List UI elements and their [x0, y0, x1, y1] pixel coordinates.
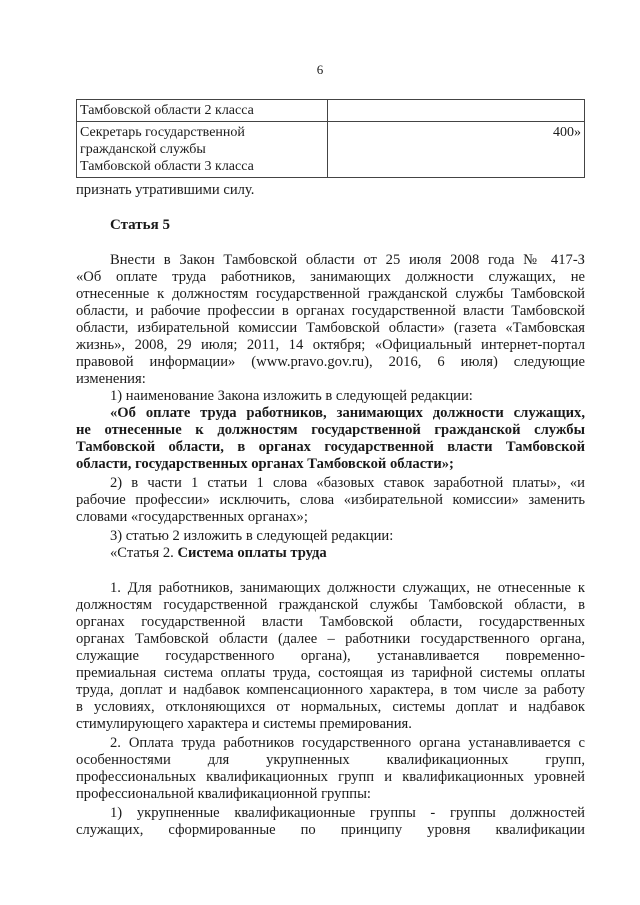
text-line: стимулирующего характера и системы премирования.: [76, 716, 412, 732]
text-line: 1. Для работников, занимающих должности служащих, не отнесенные к: [110, 580, 585, 596]
text-line: служащие государственного органа), устанавливается повременно-: [76, 648, 585, 664]
text-line: области, и рабочие профессии в органах государственной власти Тамбовской: [76, 303, 585, 319]
article-2-title: Система оплаты труда: [177, 545, 327, 561]
table-row: [77, 122, 585, 178]
text-line: служащих, сформированные по принципу уровня квалификации: [76, 822, 585, 838]
text-line: изменения:: [76, 371, 146, 387]
article-2-prefix: «Статья 2.: [110, 545, 178, 561]
text-line: правовой информации» (www.pravo.gov.ru), 2016, 6 июля) следующие: [76, 354, 585, 370]
bold-text-line: области, государственных органах Тамбовской области»;: [76, 456, 454, 472]
bold-text-line: «Об оплате труда работников, занимающих должности служащих,: [110, 405, 585, 421]
text-line: премиальная система оплаты труда, состоящая из тарифной системы оплаты: [76, 665, 585, 681]
article-title: Статья 5: [110, 217, 170, 233]
bold-text-line: не отнесенные к должностям государственной гражданской службы: [76, 422, 585, 438]
salary-table: [76, 99, 585, 178]
text-line: труда, доплат и надбавок компенсационного характера, в том числе за работу: [76, 682, 585, 698]
text-line: словами «государственных органах»;: [76, 509, 308, 525]
after-table-text: признать утратившими силу.: [76, 182, 255, 198]
text-line: жизнь», 2008, 29 июля; 2011, 14 октября; «Официальный интернет-портал: [76, 337, 585, 353]
text-line: 3) статью 2 изложить в следующей редакции:: [110, 528, 394, 544]
text-line: рабочие профессии» исключить, слова «избирательной комиссии» заменить: [76, 492, 585, 508]
text-line: 1) наименование Закона изложить в следующей редакции:: [110, 388, 473, 404]
text-line: должностям государственной гражданской службы Тамбовской области, в: [76, 597, 585, 613]
table-cell: Тамбовской области 2 класса: [77, 100, 328, 122]
text-line: профессиональных квалификационных групп и квалификационных уровней: [76, 769, 585, 785]
text-line: органах Тамбовской области (далее – работники государственного органа,: [76, 631, 585, 647]
text-line: профессиональной квалификационной группы:: [76, 786, 371, 802]
text-line: органах государственной власти Тамбовской области, государственных: [76, 614, 585, 630]
text-line: особенностями для укрупненных квалификационных групп,: [76, 752, 585, 768]
table-cell-line: Тамбовской области 3 класса: [80, 159, 254, 174]
article-2-heading: [110, 545, 585, 562]
table-row: [77, 100, 585, 122]
text-line: «Об оплате труда работников, занимающих должности служащих, не: [76, 269, 585, 285]
table-cell: [77, 122, 328, 178]
text-line: области, избирательной комиссии Тамбовской области» (газета «Тамбовская: [76, 320, 585, 336]
table-cell-line: Секретарь государственной: [80, 125, 245, 140]
text-line: 2. Оплата труда работников государственного органа устанавливается с: [110, 735, 585, 751]
bold-text-line: Тамбовской области, в органах государственной власти Тамбовской: [76, 439, 585, 455]
table-cell-line: гражданской службы: [80, 142, 206, 157]
page-number: 6: [316, 62, 324, 77]
text-line: 1) укрупненные квалификационные группы - группы должностей: [110, 805, 585, 821]
table-cell-value: 400»: [328, 122, 585, 178]
table-cell: [328, 100, 585, 122]
text-line: отнесенные к должностям государственной гражданской службы Тамбовской: [76, 286, 585, 302]
text-line: 2) в части 1 статьи 1 слова «базовых ставок заработной платы», «и: [110, 475, 585, 491]
text-line: в условиях, отклоняющихся от нормальных, системы доплат и надбавок: [76, 699, 585, 715]
text-line: Внести в Закон Тамбовской области от 25 июля 2008 года № 417-З: [110, 252, 585, 268]
